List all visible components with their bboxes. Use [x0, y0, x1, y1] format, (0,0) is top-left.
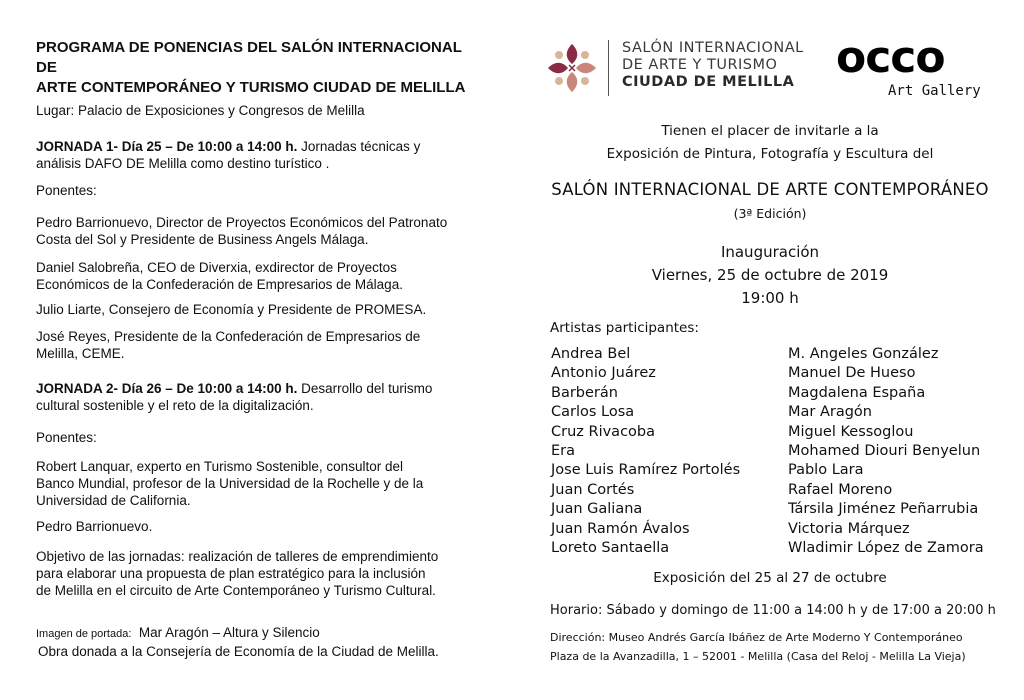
inauguration-block: Inauguración Viernes, 25 de octubre de 2019 19:00 h — [651, 243, 889, 307]
artists-label: Artistas participantes: — [550, 320, 699, 336]
artist-name: Juan Galiana — [551, 501, 643, 518]
objective-text: Objetivo de las jornadas: realización de talleres de emprendimiento para elaborar una propuesta de plan estratégico para la inclusión de Melilla en el circuito de Arte Contemporáneo y Turismo Cultural. — [36, 549, 439, 598]
speakers-label: Ponentes: — [36, 430, 97, 445]
artist-name: Carlos Losa — [551, 404, 635, 421]
artist-name: Társila Jiménez Peñarrubia — [788, 501, 979, 518]
artist-name: M. Angeles González — [788, 346, 939, 362]
salon-logo-text: SALÓN INTERNACIONAL DE ARTE Y TURISMO CIUDAD DE MELILLA — [622, 40, 804, 90]
address-block: Dirección: Museo Andrés García Ibáñez de Arte Moderno Y Contemporáneo Plaza de la Avanzadilla, 1 – 52001 - Melilla (Casa del Reloj - Melilla La Vieja) — [550, 631, 966, 663]
artist-name: Juan Ramón Ávalos — [551, 520, 690, 537]
speaker-item: José Reyes, Presidente de la Confederación de Empresarios de Melilla, CEME. — [36, 329, 421, 361]
artist-name: Mar Aragón — [788, 404, 872, 421]
artist-name: Loreto Santaella — [551, 540, 670, 556]
program-title: PROGRAMA DE PONENCIAS DEL SALÓN INTERNACIONAL DE ARTE CONTEMPORÁNEO Y TURISMO CIUDAD DE MELILLA — [36, 39, 466, 96]
venue-text: Lugar: Palacio de Exposiciones y Congresos de Melilla — [36, 103, 365, 118]
artist-name: Antonio Juárez — [551, 365, 656, 382]
cover-credit — [36, 624, 486, 660]
artist-name: Rafael Moreno — [788, 481, 893, 498]
day2-block: JORNADA 2- Día 26 – De 10:00 a 14:00 h. Desarrollo del turismo cultural sostenible y el reto de la digitalización. — [36, 381, 433, 413]
day1-heading: JORNADA 1- Día 25 – De 10:00 a 14:00 h. — [36, 139, 298, 154]
speaker-item: Pedro Barrionuevo, Director de Proyectos Económicos del Patronato Costa del Sol y Presidente de Business Angels Málaga. — [36, 215, 448, 247]
cover-label: Imagen de portada: — [36, 628, 132, 640]
speaker-item: Pedro Barrionuevo. — [36, 519, 153, 534]
cover-work: Mar Aragón – Altura y Silencio — [138, 625, 320, 640]
artist-name: Wladimir López de Zamora — [788, 540, 984, 556]
salon-logo-icon — [546, 42, 598, 99]
artist-name: Magdalena España — [788, 384, 926, 401]
artist-name: Victoria Márquez — [788, 520, 910, 537]
exhibition-dates: Exposición del 25 al 27 de octubre — [653, 570, 887, 586]
logo-divider — [608, 40, 609, 96]
opening-hours: Horario: Sábado y domingo de 11:00 a 14:00 h y de 17:00 a 20:00 h — [550, 603, 996, 618]
artist-name: Miguel Kessoglou — [788, 423, 914, 440]
donation-text: Obra donada a la Consejería de Economía de la Ciudad de Melilla. — [38, 644, 439, 659]
speaker-item: Robert Lanquar, experto en Turismo Sostenible, consultor del Banco Mundial, profesor de la Universidad de la Rochelle y de la Universidad de California. — [36, 459, 424, 508]
gallery-subtitle: Art Gallery — [888, 83, 981, 99]
speaker-item: Daniel Salobreña, CEO de Diverxia, exdirector de Proyectos Económicos de la Confederación de Empresarios de Málaga. — [36, 260, 403, 292]
artist-name: Barberán — [551, 384, 618, 401]
salon-title: SALÓN INTERNACIONAL DE ARTE CONTEMPORÁNEO — [551, 180, 989, 199]
invite-intro: Tienen el placer de invitarle a la Exposición de Pintura, Fotografía y Escultura del — [606, 123, 934, 162]
artist-name: Cruz Rivacoba — [551, 423, 655, 440]
day2-heading: JORNADA 2- Día 26 – De 10:00 a 14:00 h. — [36, 381, 298, 396]
edition-text: (3ª Edición) — [733, 206, 807, 221]
speakers-label: Ponentes: — [36, 183, 97, 198]
artist-name: Juan Cortés — [551, 481, 635, 498]
artist-name: Jose Luis Ramírez Portolés — [551, 462, 741, 479]
artist-name: Andrea Bel — [551, 346, 631, 362]
artist-name: Era — [551, 443, 576, 459]
artist-name: Pablo Lara — [788, 462, 864, 479]
artist-name: Manuel De Hueso — [788, 365, 916, 382]
day1-block: JORNADA 1- Día 25 – De 10:00 a 14:00 h. Jornadas técnicas y análisis DAFO DE Melilla como destino turístico . — [36, 139, 421, 171]
occo-logo: occo — [836, 32, 945, 83]
artist-name: Mohamed Diouri Benyelun — [788, 443, 981, 459]
speaker-item: Julio Liarte, Consejero de Economía y Presidente de PROMESA. — [36, 302, 427, 317]
